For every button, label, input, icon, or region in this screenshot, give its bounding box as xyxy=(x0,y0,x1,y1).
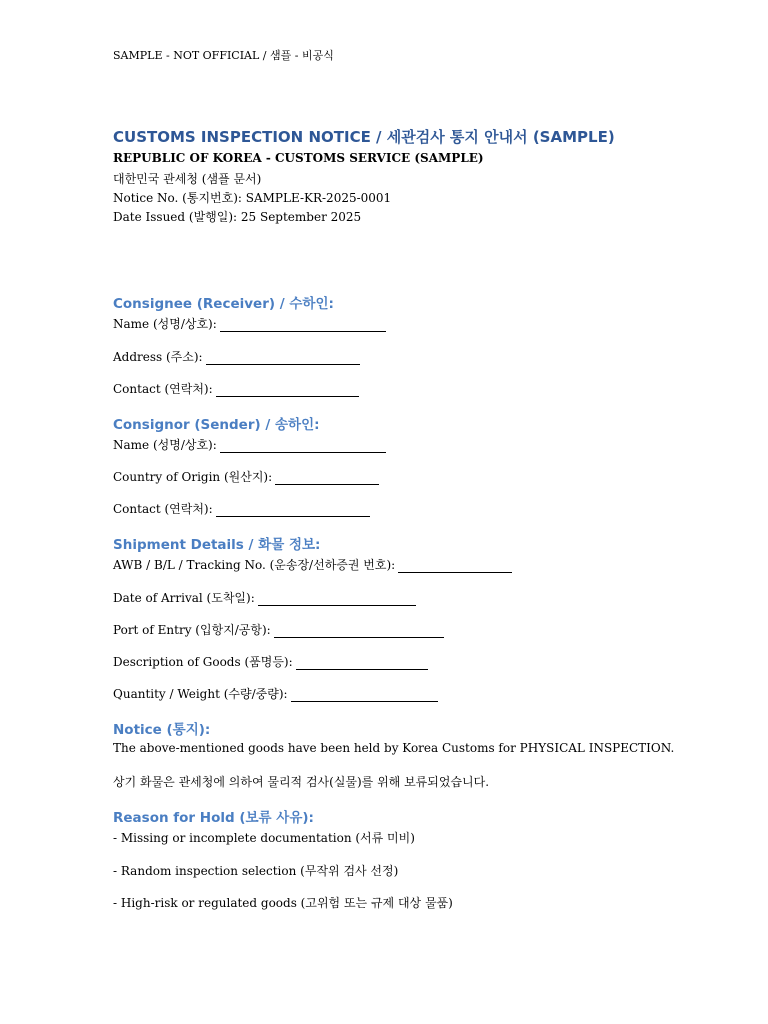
notice-number: Notice No. (통지번호): SAMPLE-KR-2025-0001 xyxy=(113,191,392,205)
tracking-number-input[interactable] xyxy=(398,561,512,573)
consignee-name-label: Name (성명/상호): xyxy=(113,317,217,331)
port-of-entry-field xyxy=(113,621,444,638)
goods-description-field xyxy=(113,653,428,670)
reason-heading: Reason for Hold (보류 사유): xyxy=(113,810,314,826)
authority-korean-line: 대한민국 관세청 (샘플 문서) xyxy=(113,172,262,186)
consignor-name-label: Name (성명/상호): xyxy=(113,438,217,452)
reason-item: - Random inspection selection (무작위 검사 선정) xyxy=(113,864,399,878)
consignor-name-field xyxy=(113,436,386,453)
date-issued: Date Issued (발행일): 25 September 2025 xyxy=(113,210,362,224)
consignor-contact-input[interactable] xyxy=(216,505,370,517)
authority-line: REPUBLIC OF KOREA - CUSTOMS SERVICE (SAMPLE) xyxy=(113,151,484,165)
consignor-country-label: Country of Origin (원산지): xyxy=(113,470,273,484)
consignee-address-field xyxy=(113,348,360,365)
consignor-country-field xyxy=(113,468,379,485)
consignor-heading: Consignor (Sender) / 송하인: xyxy=(113,417,320,433)
arrival-date-input[interactable] xyxy=(258,594,416,606)
document-title: CUSTOMS INSPECTION NOTICE / 세관검사 통지 안내서 (SAMPLE) xyxy=(113,128,615,146)
quantity-weight-field xyxy=(113,685,438,702)
goods-description-input[interactable] xyxy=(296,658,428,670)
tracking-number-field xyxy=(113,556,512,573)
port-of-entry-input[interactable] xyxy=(274,626,444,638)
consignor-name-input[interactable] xyxy=(220,441,386,453)
reason-item: - Missing or incomplete documentation (서류 미비) xyxy=(113,831,415,845)
consignee-name-field xyxy=(113,315,386,332)
shipment-heading: Shipment Details / 화물 정보: xyxy=(113,537,321,553)
consignee-contact-label: Contact (연락처): xyxy=(113,382,213,396)
port-of-entry-label: Port of Entry (입항지/공항): xyxy=(113,623,271,637)
consignee-heading: Consignee (Receiver) / 수하인: xyxy=(113,296,334,312)
consignor-contact-field xyxy=(113,500,370,517)
consignee-contact-input[interactable] xyxy=(216,385,359,397)
consignee-name-input[interactable] xyxy=(220,320,386,332)
quantity-weight-label: Quantity / Weight (수량/중량): xyxy=(113,687,288,701)
tracking-number-label: AWB / B/L / Tracking No. (운송장/선하증권 번호): xyxy=(113,558,396,572)
reason-item: - High-risk or regulated goods (고위험 또는 규제 대상 물품) xyxy=(113,896,453,910)
notice-text-korean: 상기 화물은 관세청에 의하여 물리적 검사(실물)를 위해 보류되었습니다. xyxy=(113,775,490,789)
goods-description-label: Description of Goods (품명등): xyxy=(113,655,293,669)
notice-heading: Notice (통지): xyxy=(113,722,211,738)
consignee-address-label: Address (주소): xyxy=(113,350,203,364)
notice-text-english: The above-mentioned goods have been held by Korea Customs for PHYSICAL INSPECTION. xyxy=(113,741,675,755)
header-note: SAMPLE - NOT OFFICIAL / 샘플 - 비공식 xyxy=(113,49,334,62)
consignee-address-input[interactable] xyxy=(206,353,360,365)
consignor-contact-label: Contact (연락처): xyxy=(113,502,213,516)
arrival-date-field xyxy=(113,589,416,606)
quantity-weight-input[interactable] xyxy=(291,690,438,702)
consignee-contact-field xyxy=(113,380,359,397)
arrival-date-label: Date of Arrival (도착일): xyxy=(113,591,255,605)
consignor-country-input[interactable] xyxy=(275,473,379,485)
